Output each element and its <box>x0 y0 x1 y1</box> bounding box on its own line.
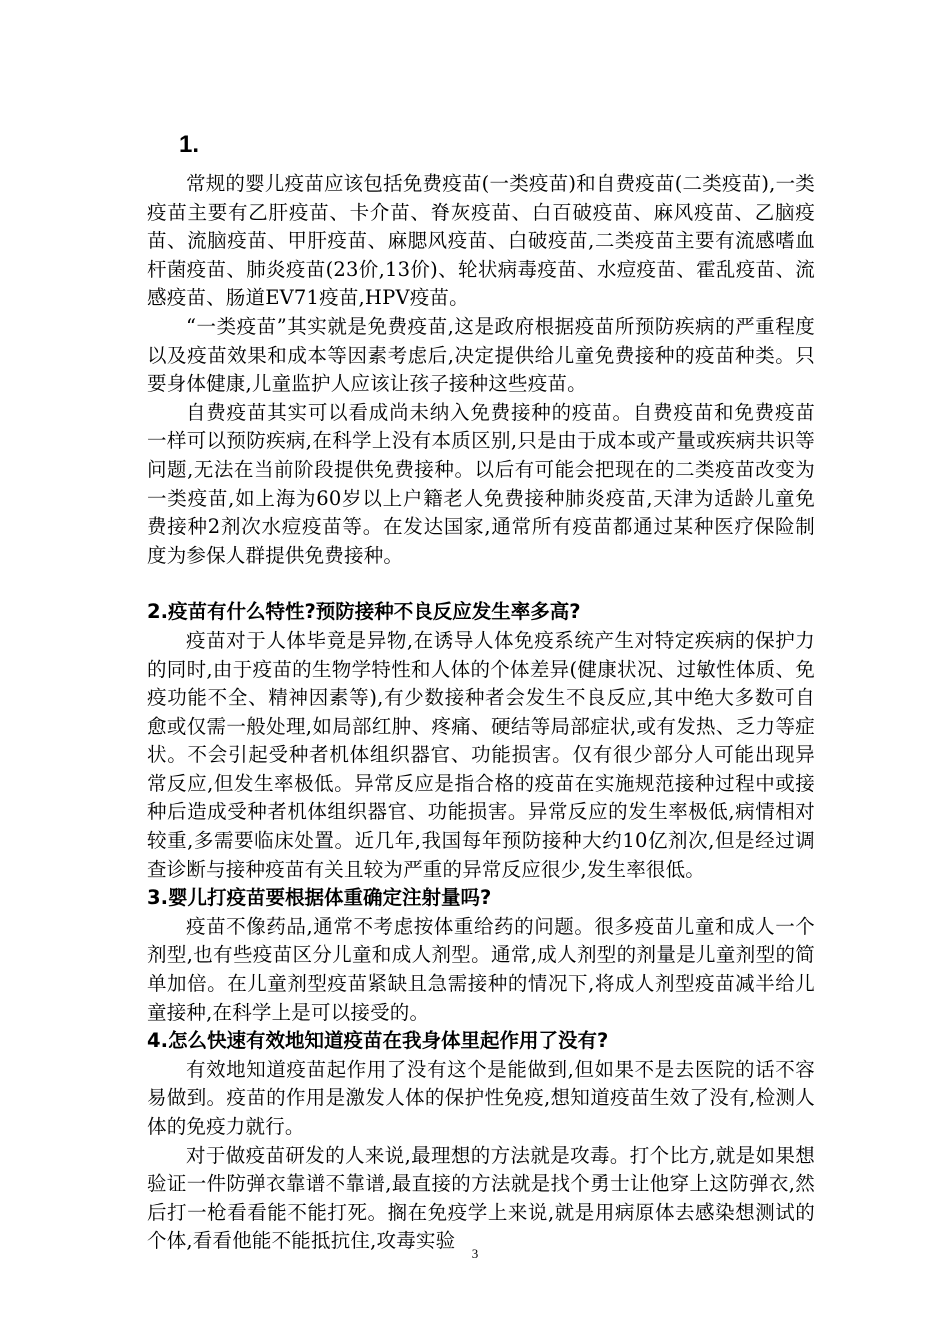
paragraph: “一类疫苗”其实就是免费疫苗,这是政府根据疫苗所预防疾病的严重程度以及疫苗效果和成本等因素考虑后,决定提供给儿童免费接种的疫苗种类。只要身体健康,儿童监护人应该让孩子接种这些疫苗。 <box>147 314 815 396</box>
document-body <box>147 128 815 1256</box>
section-4-heading: 4.怎么快速有效地知道疫苗在我身体里起作用了没有? <box>147 1029 609 1053</box>
section-3-heading: 3.婴儿打疫苗要根据体重确定注射量吗? <box>147 886 492 910</box>
paragraph: 疫苗对于人体毕竟是异物,在诱导人体免疫系统产生对特定疾病的保护力的同时,由于疫苗的生物学特性和人体的个体差异(健康状况、过敏性体质、免疫功能不全、精神因素等),有少数接种者会发生不良反应,其中绝大多数可自愈或仅需一般处理,如局部红肿、疼痛、硬结等局部症状,或有发热、乏力等症状。不会引起受种者机体组织器官、功能损害。仅有很少部分人可能出现异常反应,但发生率极低。异常反应是指合格的疫苗在实施规范接种过程中或接种后造成受种者机体组织器官、功能损害。异常反应的发生率极低,病情相对较重,多需要临床处置。近几年,我国每年预防接种大约10亿剂次,但是经过调查诊断与接种疫苗有关且较为严重的异常反应很少,发生率很低。 <box>147 628 815 881</box>
spacer <box>147 570 815 598</box>
paragraph: 有效地知道疫苗起作用了没有这个是能做到,但如果不是去医院的话不容易做到。疫苗的作用是激发人体的保护性免疫,想知道疫苗生效了没有,检测人体的免疫力就行。 <box>147 1057 815 1138</box>
section-1-heading: 1. <box>179 131 200 158</box>
section-2-heading: 2.疫苗有什么特性?预防接种不良反应发生率多高? <box>147 600 581 624</box>
paragraph: 对于做疫苗研发的人来说,最理想的方法就是攻毒。打个比方,就是如果想验证一件防弹衣靠谱不靠谱,最直接的方法就是找个勇士让他穿上这防弹衣,然后打一枪看看能不能打死。搁在免疫学上来说,就是用病原体去感染想测试的个体,看看他能不能抵抗住,攻毒实验 <box>147 1143 815 1253</box>
page-number: 3 <box>471 1246 479 1261</box>
paragraph: 自费疫苗其实可以看成尚未纳入免费接种的疫苗。自费疫苗和免费疫苗一样可以预防疾病,在科学上没有本质区别,只是由于成本或产量或疾病共识等问题,无法在当前阶段提供免费接种。以后有可能会把现在的二类疫苗改变为一类疫苗,如上海为60岁以上户籍老人免费接种肺炎疫苗,天津为适龄儿童免费接种2剂次水痘疫苗等。在发达国家,通常所有疫苗都通过某种医疗保险制度为参保人群提供免费接种。 <box>147 400 815 567</box>
paragraph: 常规的婴儿疫苗应该包括免费疫苗(一类疫苗)和自费疫苗(二类疫苗),一类疫苗主要有乙肝疫苗、卡介苗、脊灰疫苗、白百破疫苗、麻风疫苗、乙脑疫苗、流脑疫苗、甲肝疫苗、麻腮风疫苗、白破疫苗,二类疫苗主要有流感嗜血杆菌疫苗、肺炎疫苗(23价,13价)、轮状病毒疫苗、水痘疫苗、霍乱疫苗、流感疫苗、肠道EV71疫苗,HPV疫苗。 <box>147 172 815 310</box>
paragraph: 疫苗不像药品,通常不考虑按体重给药的问题。很多疫苗儿童和成人一个剂型,也有些疫苗区分儿童和成人剂型。通常,成人剂型的剂量是儿童剂型的简单加倍。在儿童剂型疫苗紧缺且急需接种的情况下,将成人剂型疫苗减半给儿童接种,在科学上是可以接受的。 <box>147 914 815 1024</box>
